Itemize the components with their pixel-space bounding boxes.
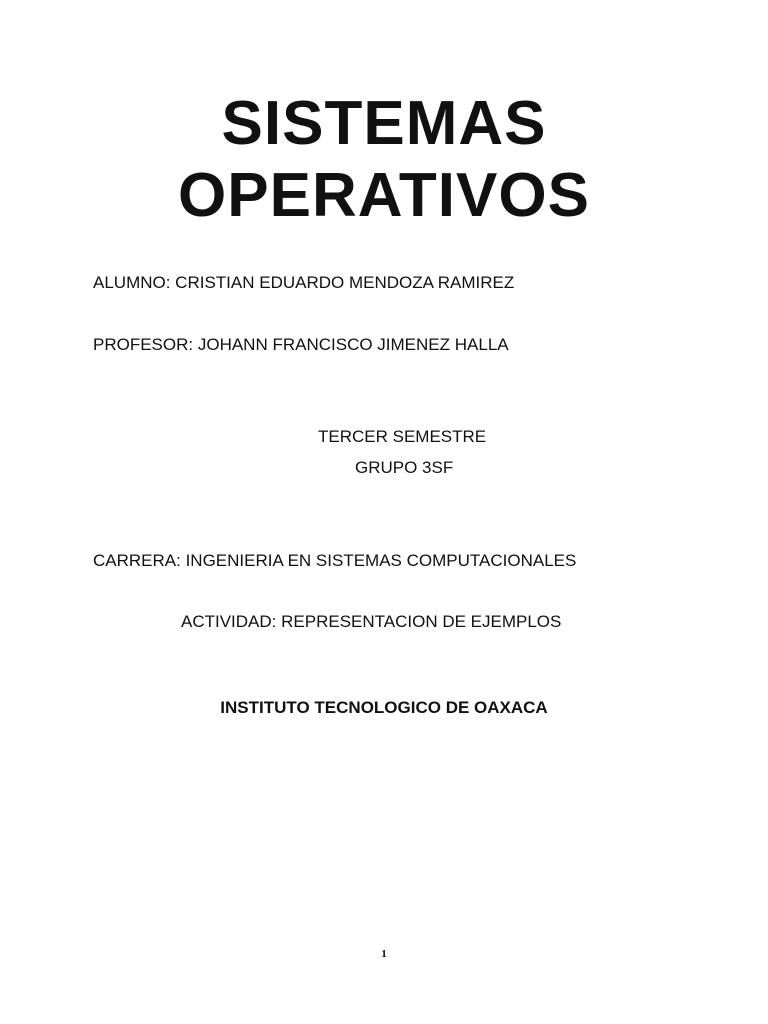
career-line: CARRERA: INGENIERIA EN SISTEMAS COMPUTACIONALES <box>93 551 577 570</box>
institute-line: INSTITUTO TECNOLOGICO DE OAXACA <box>220 698 548 717</box>
document-title-line1: SISTEMAS <box>221 89 547 158</box>
group-line: GRUPO 3SF <box>355 458 454 477</box>
semester-line: TERCER SEMESTRE <box>318 427 487 446</box>
activity-line: ACTIVIDAD: REPRESENTACION DE EJEMPLOS <box>181 612 562 631</box>
document-title-line2: OPERATIVOS <box>178 161 590 230</box>
student-line: ALUMNO: CRISTIAN EDUARDO MENDOZA RAMIREZ <box>93 273 515 292</box>
professor-line: PROFESOR: JOHANN FRANCISCO JIMENEZ HALLA <box>93 335 509 354</box>
page-number: 1 <box>381 948 387 960</box>
